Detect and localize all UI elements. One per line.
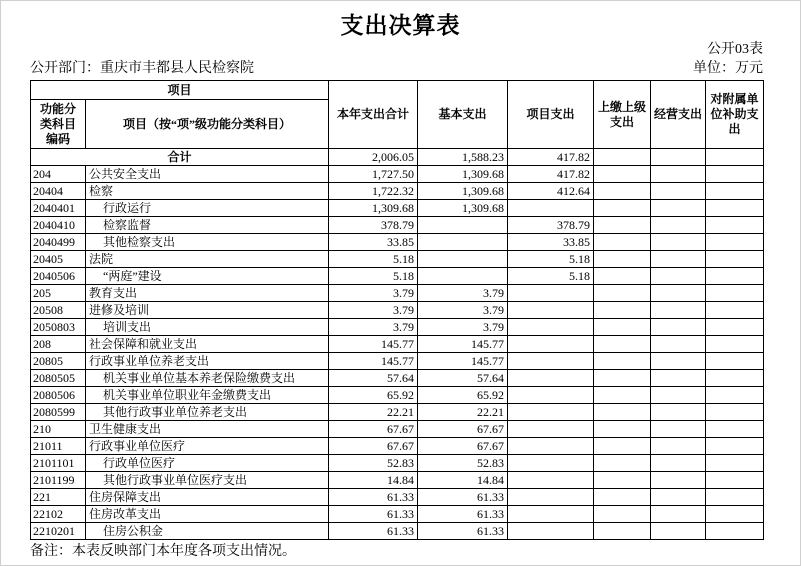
cell-total: 65.92 (329, 387, 418, 404)
cell-name: 其他检察支出 (86, 234, 329, 251)
cell-name: 住房改革支出 (86, 506, 329, 523)
cell-basic: 67.67 (418, 421, 508, 438)
header-total-expenditure: 本年支出合计 (329, 81, 418, 149)
cell-name: 行政单位医疗 (86, 455, 329, 472)
table-row (31, 421, 764, 438)
cell-code: 210 (31, 421, 86, 438)
cell-operating (651, 455, 706, 472)
cell-basic (418, 251, 508, 268)
cell-project (508, 455, 594, 472)
cell-basic: 61.33 (418, 489, 508, 506)
cell-subsidy (706, 319, 764, 336)
cell-total: 61.33 (329, 489, 418, 506)
cell-basic (418, 217, 508, 234)
cell-code: 2050803 (31, 319, 86, 336)
table-row (31, 404, 764, 421)
cell-total: 22.21 (329, 404, 418, 421)
cell-name: 培训支出 (86, 319, 329, 336)
header-basic-expenditure: 基本支出 (418, 81, 508, 149)
cell-project: 417.82 (508, 149, 594, 166)
cell-subsidy (706, 251, 764, 268)
cell-turnover (594, 217, 651, 234)
cell-subsidy (706, 523, 764, 540)
cell-turnover (594, 149, 651, 166)
cell-subsidy (706, 302, 764, 319)
cell-project (508, 506, 594, 523)
table-row (31, 268, 764, 285)
cell-project (508, 421, 594, 438)
cell-operating (651, 370, 706, 387)
cell-turnover (594, 472, 651, 489)
cell-subsidy (706, 472, 764, 489)
cell-name: 住房保障支出 (86, 489, 329, 506)
cell-total: 57.64 (329, 370, 418, 387)
cell-operating (651, 489, 706, 506)
cell-subsidy (706, 217, 764, 234)
cell-code: 20405 (31, 251, 86, 268)
cell-turnover (594, 455, 651, 472)
table-row (31, 183, 764, 200)
cell-turnover (594, 421, 651, 438)
cell-code: 2080506 (31, 387, 86, 404)
cell-name: 机关事业单位基本养老保险缴费支出 (86, 370, 329, 387)
cell-total: 5.18 (329, 251, 418, 268)
cell-name: “两庭”建设 (86, 268, 329, 285)
header-project-expenditure: 项目支出 (508, 81, 594, 149)
cell-operating (651, 302, 706, 319)
cell-project: 33.85 (508, 234, 594, 251)
cell-operating (651, 404, 706, 421)
cell-turnover (594, 183, 651, 200)
cell-name: 法院 (86, 251, 329, 268)
cell-project (508, 404, 594, 421)
cell-operating (651, 268, 706, 285)
cell-basic: 61.33 (418, 523, 508, 540)
cell-project (508, 302, 594, 319)
cell-turnover (594, 404, 651, 421)
cell-total: 61.33 (329, 523, 418, 540)
cell-subsidy (706, 166, 764, 183)
cell-turnover (594, 285, 651, 302)
cell-operating (651, 217, 706, 234)
cell-turnover (594, 251, 651, 268)
cell-subsidy (706, 149, 764, 166)
cell-total: 52.83 (329, 455, 418, 472)
cell-subsidy (706, 455, 764, 472)
cell-name: 社会保障和就业支出 (86, 336, 329, 353)
table-row (31, 523, 764, 540)
cell-name: 机关事业单位职业年金缴费支出 (86, 387, 329, 404)
cell-subsidy (706, 489, 764, 506)
cell-project: 417.82 (508, 166, 594, 183)
cell-operating (651, 166, 706, 183)
cell-code: 2080505 (31, 370, 86, 387)
header-project-name: 项目（按“项”级功能分类科目） (86, 100, 329, 149)
cell-code: 22102 (31, 506, 86, 523)
cell-project (508, 472, 594, 489)
table-row (31, 353, 764, 370)
cell-code: 208 (31, 336, 86, 353)
note: 备注：本表反映部门本年度各项支出情况。 (30, 544, 296, 559)
cell-project (508, 319, 594, 336)
cell-turnover (594, 302, 651, 319)
header-operating-expenditure: 经营支出 (651, 81, 706, 149)
cell-name: 进修及培训 (86, 302, 329, 319)
cell-project (508, 336, 594, 353)
cell-turnover (594, 370, 651, 387)
cell-basic: 52.83 (418, 455, 508, 472)
cell-project (508, 285, 594, 302)
cell-basic: 1,309.68 (418, 166, 508, 183)
cell-operating (651, 472, 706, 489)
cell-operating (651, 523, 706, 540)
department-label: 公开部门：重庆市丰都县人民检察院 (30, 61, 254, 76)
cell-name: 行政事业单位医疗 (86, 438, 329, 455)
table-code-label: 公开03表 (707, 42, 763, 57)
cell-subsidy (706, 438, 764, 455)
cell-project (508, 387, 594, 404)
cell-basic: 3.79 (418, 319, 508, 336)
table-row (31, 319, 764, 336)
cell-operating (651, 319, 706, 336)
cell-name: 住房公积金 (86, 523, 329, 540)
cell-basic: 145.77 (418, 336, 508, 353)
cell-subsidy (706, 421, 764, 438)
table-row (31, 251, 764, 268)
cell-turnover (594, 506, 651, 523)
table-row (31, 438, 764, 455)
cell-basic: 1,309.68 (418, 183, 508, 200)
cell-name: 行政运行 (86, 200, 329, 217)
cell-basic: 14.84 (418, 472, 508, 489)
cell-project: 5.18 (508, 251, 594, 268)
cell-name: 教育支出 (86, 285, 329, 302)
cell-name: 其他行政事业单位养老支出 (86, 404, 329, 421)
cell-project: 5.18 (508, 268, 594, 285)
cell-project: 378.79 (508, 217, 594, 234)
cell-basic (418, 268, 508, 285)
cell-operating (651, 421, 706, 438)
total-row (31, 149, 764, 166)
cell-subsidy (706, 200, 764, 217)
cell-operating (651, 506, 706, 523)
cell-basic: 1,309.68 (418, 200, 508, 217)
cell-code: 2040410 (31, 217, 86, 234)
cell-turnover (594, 319, 651, 336)
table-body (31, 149, 764, 540)
cell-total: 14.84 (329, 472, 418, 489)
header-project-group: 项目 (31, 81, 329, 100)
cell-turnover (594, 234, 651, 251)
cell-operating (651, 183, 706, 200)
cell-code: 2080599 (31, 404, 86, 421)
cell-basic: 22.21 (418, 404, 508, 421)
cell-turnover (594, 387, 651, 404)
header-turned-over-expenditure: 上缴上级支出 (594, 81, 651, 149)
cell-basic: 57.64 (418, 370, 508, 387)
cell-subsidy (706, 387, 764, 404)
cell-turnover (594, 489, 651, 506)
table-row (31, 489, 764, 506)
cell-name: 检察监督 (86, 217, 329, 234)
cell-turnover (594, 353, 651, 370)
table-row (31, 455, 764, 472)
cell-operating (651, 149, 706, 166)
page-title: 支出决算表 (340, 13, 461, 38)
cell-name: 卫生健康支出 (86, 421, 329, 438)
cell-total: 1,309.68 (329, 200, 418, 217)
cell-total: 3.79 (329, 302, 418, 319)
cell-subsidy (706, 370, 764, 387)
cell-project: 412.64 (508, 183, 594, 200)
cell-total: 33.85 (329, 234, 418, 251)
header-function-code: 功能分类科目编码 (31, 100, 86, 149)
header-subsidy-expenditure: 对附属单位补助支出 (706, 81, 764, 149)
table-row (31, 302, 764, 319)
cell-name: 公共安全支出 (86, 166, 329, 183)
cell-operating (651, 251, 706, 268)
table-row (31, 387, 764, 404)
cell-turnover (594, 523, 651, 540)
meta-line (30, 59, 763, 78)
cell-project (508, 489, 594, 506)
cell-total: 3.79 (329, 319, 418, 336)
cell-code: 2101199 (31, 472, 86, 489)
cell-operating (651, 336, 706, 353)
cell-basic: 145.77 (418, 353, 508, 370)
cell-operating (651, 200, 706, 217)
cell-total: 378.79 (329, 217, 418, 234)
cell-total-label: 合计 (31, 149, 329, 166)
table-row (31, 285, 764, 302)
cell-total: 2,006.05 (329, 149, 418, 166)
unit-label: 单位：万元 (693, 61, 763, 76)
cell-operating (651, 387, 706, 404)
cell-total: 1,722.32 (329, 183, 418, 200)
cell-basic: 1,588.23 (418, 149, 508, 166)
cell-subsidy (706, 404, 764, 421)
cell-basic: 65.92 (418, 387, 508, 404)
cell-basic (418, 234, 508, 251)
table-row (31, 472, 764, 489)
cell-code: 2040506 (31, 268, 86, 285)
cell-code: 20508 (31, 302, 86, 319)
table-row (31, 506, 764, 523)
cell-turnover (594, 438, 651, 455)
cell-basic: 67.67 (418, 438, 508, 455)
table-row (31, 370, 764, 387)
cell-turnover (594, 336, 651, 353)
expenditure-table (30, 80, 764, 540)
cell-turnover (594, 200, 651, 217)
cell-basic: 3.79 (418, 285, 508, 302)
cell-subsidy (706, 183, 764, 200)
cell-basic: 61.33 (418, 506, 508, 523)
cell-subsidy (706, 285, 764, 302)
report-content (30, 41, 763, 561)
cell-turnover (594, 166, 651, 183)
cell-project (508, 200, 594, 217)
cell-project (508, 370, 594, 387)
cell-total: 145.77 (329, 353, 418, 370)
cell-operating (651, 285, 706, 302)
cell-operating (651, 353, 706, 370)
cell-total: 5.18 (329, 268, 418, 285)
cell-name: 其他行政事业单位医疗支出 (86, 472, 329, 489)
cell-code: 221 (31, 489, 86, 506)
table-row (31, 217, 764, 234)
cell-total: 145.77 (329, 336, 418, 353)
table-row (31, 336, 764, 353)
cell-project (508, 523, 594, 540)
cell-code: 2040499 (31, 234, 86, 251)
cell-code: 21011 (31, 438, 86, 455)
cell-code: 2101101 (31, 455, 86, 472)
table-row (31, 166, 764, 183)
cell-turnover (594, 268, 651, 285)
cell-basic: 3.79 (418, 302, 508, 319)
cell-subsidy (706, 336, 764, 353)
cell-code: 2210201 (31, 523, 86, 540)
cell-code: 20805 (31, 353, 86, 370)
cell-operating (651, 234, 706, 251)
cell-project (508, 438, 594, 455)
cell-code: 2040401 (31, 200, 86, 217)
cell-total: 67.67 (329, 421, 418, 438)
cell-total: 67.67 (329, 438, 418, 455)
cell-code: 204 (31, 166, 86, 183)
cell-total: 3.79 (329, 285, 418, 302)
cell-subsidy (706, 268, 764, 285)
cell-total: 61.33 (329, 506, 418, 523)
cell-total: 1,727.50 (329, 166, 418, 183)
cell-subsidy (706, 234, 764, 251)
cell-project (508, 353, 594, 370)
cell-subsidy (706, 353, 764, 370)
table-row (31, 200, 764, 217)
cell-name: 检察 (86, 183, 329, 200)
cell-operating (651, 438, 706, 455)
table-row (31, 234, 764, 251)
cell-code: 20404 (31, 183, 86, 200)
cell-name: 行政事业单位养老支出 (86, 353, 329, 370)
cell-code: 205 (31, 285, 86, 302)
cell-subsidy (706, 506, 764, 523)
